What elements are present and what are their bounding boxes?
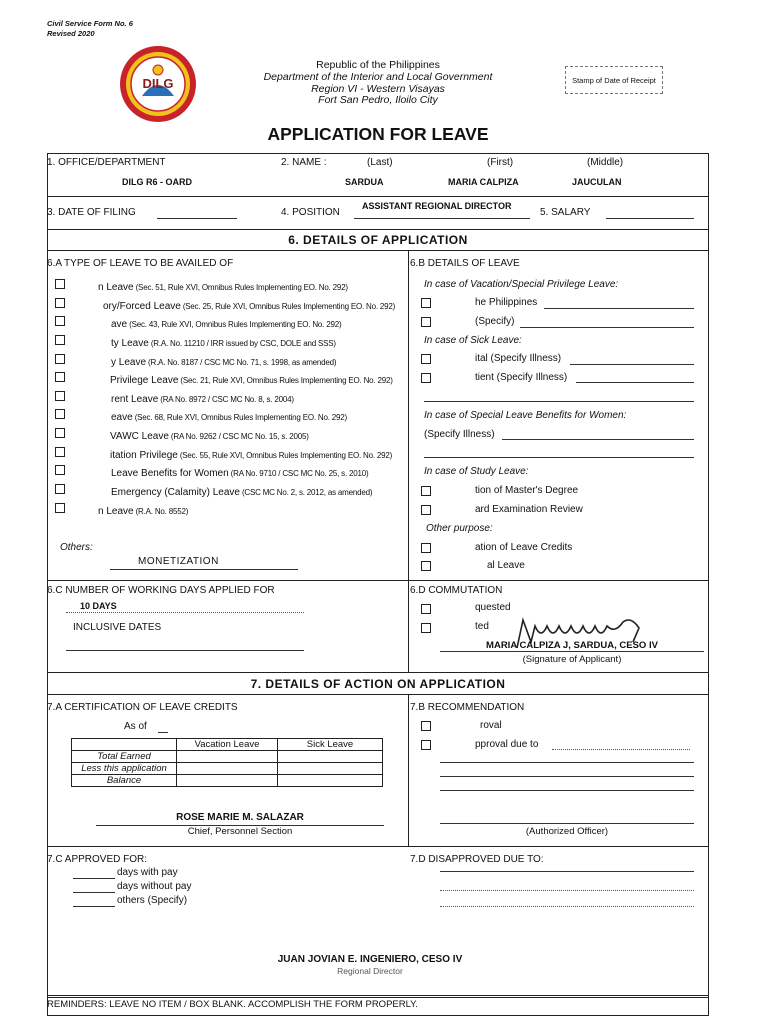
- applicant-caption: (Signature of Applicant): [522, 654, 622, 665]
- study-masters-label: tion of Master's Degree: [475, 485, 579, 496]
- last-name-label: (Last): [367, 157, 393, 168]
- leave-type-reference: (Sec. 21, Rule XVI, Omnibus Rules Implementing EO. No. 292): [180, 376, 393, 385]
- leave-type-reference: (Sec. 68, Rule XVI, Omnibus Rules Implementing EO. No. 292): [134, 413, 347, 422]
- leave-type-name: eave: [111, 412, 133, 423]
- other-purpose-heading: Other purpose:: [426, 523, 493, 534]
- inclusive-dates-label: INCLUSIVE DATES: [73, 622, 162, 633]
- form-title: APPLICATION FOR LEAVE: [267, 124, 489, 144]
- table-cell[interactable]: [177, 751, 278, 763]
- certifier-title: Chief, Personnel Section: [187, 826, 293, 837]
- table-row-balance: Balance: [72, 775, 177, 787]
- leave-type-checkbox[interactable]: [55, 298, 65, 308]
- leave-type-item: [98, 277, 348, 295]
- leave-type-item: [111, 333, 336, 351]
- others-label: Others:: [60, 542, 93, 553]
- leave-type-item: [111, 407, 347, 425]
- leave-type-checkbox[interactable]: [55, 335, 65, 345]
- first-name-label: (First): [487, 157, 514, 168]
- monetization-label: ation of Leave Credits: [475, 542, 573, 553]
- leave-type-reference: (Sec. 25, Rule XVI, Omnibus Rules Implementing EO. No. 292): [182, 302, 396, 311]
- vacation-ph-label: he Philippines: [475, 297, 538, 308]
- leave-type-item: [98, 501, 188, 519]
- position-value[interactable]: ASSISTANT REGIONAL DIRECTOR: [362, 201, 512, 211]
- table-cell[interactable]: [278, 775, 383, 787]
- date-filing-line[interactable]: [157, 218, 237, 219]
- leave-type-checkbox[interactable]: [55, 428, 65, 438]
- divider: [47, 196, 709, 197]
- salary-label: 5. SALARY: [540, 207, 591, 218]
- section-7-title: 7. DETAILS OF ACTION ON APPLICATION: [250, 677, 506, 691]
- section-6d-label: 6.D COMMUTATION: [410, 585, 503, 596]
- leave-type-name: n Leave: [98, 282, 134, 293]
- section-7b-label: 7.B RECOMMENDATION: [410, 702, 525, 713]
- first-name-value[interactable]: MARIA CALPIZA: [448, 177, 519, 187]
- sick-outpatient-checkbox[interactable]: [421, 373, 431, 383]
- leave-type-reference: (Sec. 55, Rule XVI, Omnibus Rules Implementing EO. No. 292): [179, 451, 393, 460]
- as-of-label: As of: [124, 721, 147, 732]
- leave-type-item: [111, 352, 336, 370]
- sick-hospital-checkbox[interactable]: [421, 354, 431, 364]
- table-row-less-application: Less this application: [72, 763, 177, 775]
- leave-type-reference: (RA No. 9710 / CSC MC No. 25, s. 2010): [230, 469, 369, 478]
- vacation-ph-checkbox[interactable]: [421, 298, 431, 308]
- director-title: Regional Director: [337, 966, 403, 976]
- leave-type-reference: (Sec. 51, Rule XVI, Omnibus Rules Implementing EO. No. 292): [135, 283, 348, 292]
- terminal-leave-label: al Leave: [487, 560, 525, 571]
- sick-heading: In case of Sick Leave:: [424, 335, 522, 346]
- study-board-checkbox[interactable]: [421, 505, 431, 515]
- leave-type-reference: (RA No. 8972 / CSC MC No. 8, s. 2004): [160, 395, 294, 404]
- section-6c-label: 6.C NUMBER OF WORKING DAYS APPLIED FOR: [47, 585, 275, 596]
- leave-type-checkbox[interactable]: [55, 503, 65, 513]
- date-filing-label: 3. DATE OF FILING: [47, 207, 136, 218]
- leave-type-item: [110, 370, 393, 388]
- leave-type-reference: (R.A. No. 11210 / IRR issued by CSC, DOLE and SSS): [150, 339, 336, 348]
- leave-type-name: ory/Forced Leave: [103, 301, 181, 312]
- commutation-requested-label: ted: [475, 621, 489, 632]
- agency-region: Region VI - Western Visayas: [311, 83, 445, 95]
- authorized-officer-caption: (Authorized Officer): [525, 826, 609, 837]
- leave-type-item: [103, 296, 395, 314]
- sick-hospital-label: ital (Specify Illness): [475, 353, 562, 364]
- middle-name-value[interactable]: JAUCULAN: [572, 177, 622, 187]
- leave-type-name: y Leave: [111, 357, 147, 368]
- study-heading: In case of Study Leave:: [424, 466, 529, 477]
- leave-type-checkbox[interactable]: [55, 409, 65, 419]
- monetization-checkbox[interactable]: [421, 543, 431, 553]
- leave-type-item: [111, 389, 294, 407]
- dilg-logo: DILG: [118, 44, 198, 124]
- commutation-not-requested-checkbox[interactable]: [421, 604, 431, 614]
- section-7d-label: 7.D DISAPPROVED DUE TO:: [410, 854, 544, 865]
- leave-type-name: VAWC Leave: [110, 431, 169, 442]
- section-6b-label: 6.B DETAILS OF LEAVE: [410, 258, 520, 269]
- section-7a-label: 7.A CERTIFICATION OF LEAVE CREDITS: [47, 702, 238, 713]
- agency-address: Fort San Pedro, Iloilo City: [318, 94, 438, 106]
- stamp-box: Stamp of Date of Receipt: [565, 66, 663, 94]
- for-disapproval-checkbox[interactable]: [421, 740, 431, 750]
- middle-name-label: (Middle): [587, 157, 624, 168]
- position-label: 4. POSITION: [281, 207, 340, 218]
- salary-line[interactable]: [606, 218, 694, 219]
- leave-credits-table: [71, 738, 383, 787]
- women-heading: In case of Special Leave Benefits for Women:: [424, 410, 627, 421]
- leave-type-name: rent Leave: [111, 394, 159, 405]
- leave-type-checkbox[interactable]: [55, 354, 65, 364]
- table-header-vacation: Vacation Leave: [177, 739, 278, 751]
- vacation-abroad-checkbox[interactable]: [421, 317, 431, 327]
- leave-type-name: Leave Benefits for Women: [111, 468, 229, 479]
- table-header-blank: [72, 739, 177, 751]
- for-approval-checkbox[interactable]: [421, 721, 431, 731]
- section-7c-label: 7.C APPROVED FOR:: [47, 854, 148, 865]
- table-cell[interactable]: [278, 763, 383, 775]
- agency-department: Department of the Interior and Local Government: [263, 71, 493, 83]
- leave-type-item: [110, 426, 309, 444]
- leave-type-checkbox[interactable]: [55, 447, 65, 457]
- leave-type-checkbox[interactable]: [55, 279, 65, 289]
- leave-type-name: Emergency (Calamity) Leave: [111, 487, 240, 498]
- office-value: DILG R6 - OARD: [122, 177, 193, 187]
- days-with-pay-label: days with pay: [117, 867, 178, 878]
- leave-type-reference: (RA No. 9262 / CSC MC No. 15, s. 2005): [170, 432, 309, 441]
- name-label: 2. NAME :: [281, 157, 327, 168]
- leave-type-item: [111, 482, 372, 500]
- leave-type-reference: (CSC MC No. 2, s. 2012, as amended): [241, 488, 373, 497]
- leave-type-item: [110, 445, 392, 463]
- leave-type-item: [111, 314, 341, 332]
- leave-type-checkbox[interactable]: [55, 316, 65, 326]
- position-line: [354, 218, 530, 219]
- table-cell[interactable]: [177, 775, 278, 787]
- inclusive-dates-line[interactable]: [66, 650, 304, 651]
- for-approval-label: roval: [480, 720, 502, 731]
- sick-outpatient-label: tient (Specify Illness): [475, 372, 568, 383]
- vacation-heading: In case of Vacation/Special Privilege Leave:: [424, 279, 619, 290]
- study-board-label: ard Examination Review: [475, 504, 583, 515]
- others-specify-label: others (Specify): [117, 895, 188, 906]
- leave-type-name: ty Leave: [111, 338, 149, 349]
- days-without-pay-label: days without pay: [117, 881, 192, 892]
- study-masters-checkbox[interactable]: [421, 486, 431, 496]
- for-disapproval-label: pproval due to: [475, 739, 539, 750]
- leave-type-name: ave: [111, 319, 128, 330]
- leave-type-checkbox[interactable]: [55, 391, 65, 401]
- table-cell[interactable]: [177, 763, 278, 775]
- terminal-leave-checkbox[interactable]: [421, 561, 431, 571]
- days-value[interactable]: 10 DAYS: [80, 601, 117, 611]
- last-name-value[interactable]: SARDUA: [345, 177, 384, 187]
- office-label: 1. OFFICE/DEPARTMENT: [47, 157, 166, 168]
- agency-republic: Republic of the Philippines: [316, 59, 440, 71]
- form-revision: Revised 2020: [47, 29, 95, 38]
- leave-type-checkbox[interactable]: [55, 484, 65, 494]
- reminder-text: REMINDERS: LEAVE NO ITEM / BOX BLANK. ACCOMPLISH THE FORM PROPERLY.: [47, 999, 418, 1010]
- table-cell[interactable]: [278, 751, 383, 763]
- director-name: JUAN JOVIAN E. INGENIERO, CESO IV: [277, 954, 463, 965]
- table-row-total-earned: Total Earned: [72, 751, 177, 763]
- leave-type-name: n Leave: [98, 506, 134, 517]
- section-6a-label: 6.A TYPE OF LEAVE TO BE AVAILED OF: [47, 258, 234, 269]
- women-illness-label: (Specify Illness): [424, 429, 495, 440]
- commutation-requested-checkbox[interactable]: [421, 623, 431, 633]
- leave-type-name: Privilege Leave: [110, 375, 179, 386]
- leave-type-reference: (R.A. No. 8187 / CSC MC No. 71, s. 1998, as amended): [148, 358, 337, 367]
- applicant-name: MARIA CALPIZA J, SARDUA, CESO IV: [486, 640, 658, 651]
- leave-type-checkbox[interactable]: [55, 372, 65, 382]
- leave-type-item: [111, 463, 368, 481]
- section-6-title: 6. DETAILS OF APPLICATION: [288, 233, 468, 247]
- certifier-name: ROSE MARIE M. SALAZAR: [176, 812, 304, 823]
- table-header-sick: Sick Leave: [278, 739, 383, 751]
- leave-type-reference: (Sec. 43, Rule XVI, Omnibus Rules Implementing EO. No. 292): [129, 320, 342, 329]
- leave-type-reference: (R.A. No. 8552): [135, 507, 189, 516]
- vacation-abroad-label: (Specify): [475, 316, 515, 327]
- others-value[interactable]: MONETIZATION: [138, 556, 219, 567]
- commutation-not-requested-label: quested: [475, 602, 511, 613]
- leave-type-name: itation Privilege: [110, 450, 178, 461]
- form-number: Civil Service Form No. 6: [47, 19, 133, 28]
- leave-type-checkbox[interactable]: [55, 465, 65, 475]
